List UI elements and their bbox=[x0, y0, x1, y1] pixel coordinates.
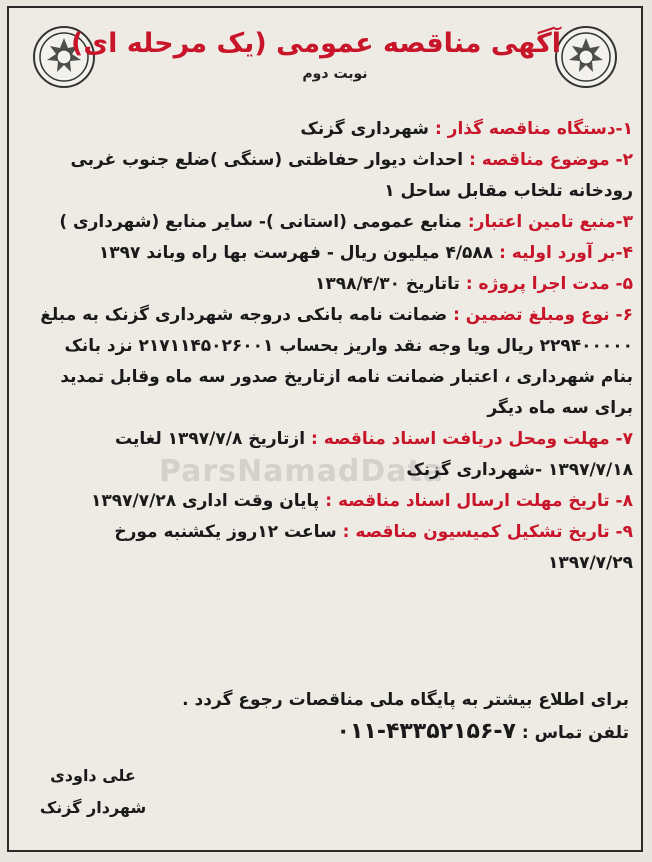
item-number: ۴ bbox=[622, 243, 633, 263]
item-text: ازتاریخ ۱۳۹۷/۷/۸ لغایت ۱۳۹۷/۷/۱۸ -شهرداری گزنک bbox=[114, 429, 633, 480]
item-label: موضوع مناقصه : bbox=[469, 150, 610, 170]
tender-item-6: ۶- نوع ومبلغ تضمین : ضمانت نامه بانکی دروجه شهرداری گزنک به مبلغ ۲۲۹۴۰۰۰۰۰ ریال ویا وجه نقد واریز بحساب ۲۱۷۱۱۴۵۰۲۶۰۰۱ نزد بانک بنام شهرداری ، اعتبار ضمانت نامه ازتاریخ صدور سه ماه وقابل تمدید برای سه ماه دیگر bbox=[40, 305, 633, 418]
item-label: مدت اجرا پروژه : bbox=[465, 274, 610, 294]
tender-item-4: ۴-بر آورد اولیه : ۴/۵۸۸ میلیون ریال - فهرست بها راه وباند ۱۳۹۷ bbox=[98, 243, 633, 263]
watermark: ParsNamadData bbox=[159, 454, 445, 489]
publication-round: نوبت دوم bbox=[302, 66, 368, 82]
tender-item-8: ۸- تاریخ مهلت ارسال اسناد مناقصه : پایان وقت اداری ۱۳۹۷/۷/۲۸ bbox=[91, 491, 633, 511]
tender-items bbox=[31, 114, 633, 579]
item-label: تاریخ تشکیل کمیسیون مناقصه : bbox=[342, 522, 610, 542]
tender-item-1: ۱-دستگاه مناقصه گذار : شهرداری گزنک bbox=[300, 119, 633, 139]
signatory-name: علی داودی bbox=[50, 766, 136, 785]
tender-item-2: ۲- موضوع مناقصه : احداث دیوار حفاظتی (سنگی )ضلع جنوب غربی رودخانه تلخاب مقابل ساحل ۱ bbox=[70, 150, 633, 201]
tender-item-7: ۷- مهلت ومحل دریافت اسناد مناقصه : ازتاریخ ۱۳۹۷/۷/۸ لغایت ۱۳۹۷/۷/۱۸ -شهرداری گزنک bbox=[114, 429, 633, 480]
seal-right-graphic bbox=[559, 30, 613, 84]
item-text: ۴/۵۸۸ میلیون ریال - فهرست بها راه وباند ۱۳۹۷ bbox=[98, 243, 494, 263]
item-label: منبع تامین اعتبار: bbox=[467, 212, 616, 232]
item-number: ۶ bbox=[622, 305, 633, 325]
contact-info bbox=[69, 684, 629, 749]
tender-item-5: ۵- مدت اجرا پروژه : تاتاریخ ۱۳۹۸/۴/۳۰ bbox=[314, 274, 633, 294]
tender-item-9: ۹- تاریخ تشکیل کمیسیون مناقصه : ساعت ۱۲روز یکشنبه مورخ ۱۳۹۷/۷/۲۹ bbox=[114, 522, 633, 573]
signatory-role: شهردار گزنک bbox=[39, 798, 147, 817]
tender-item-3: ۳-منبع تامین اعتبار: منابع عمومی (استانی )- سایر منابع (شهرداری ) bbox=[59, 212, 633, 232]
item-text: ساعت ۱۲روز یکشنبه مورخ ۱۳۹۷/۷/۲۹ bbox=[114, 522, 633, 573]
item-number: ۷ bbox=[622, 429, 633, 449]
item-label: دستگاه مناقصه گذار : bbox=[434, 119, 616, 139]
item-number: ۳ bbox=[622, 212, 633, 232]
item-text: شهرداری گزنک bbox=[300, 119, 430, 139]
item-number: ۸ bbox=[622, 491, 633, 511]
item-text: احداث دیوار حفاظتی (سنگی )ضلع جنوب غربی رودخانه تلخاب مقابل ساحل ۱ bbox=[70, 150, 633, 201]
item-text: منابع عمومی (استانی )- سایر منابع (شهرداری ) bbox=[59, 212, 462, 232]
phone-line bbox=[69, 716, 629, 749]
item-number: ۹ bbox=[622, 522, 633, 542]
item-label: مهلت ومحل دریافت اسناد مناقصه : bbox=[310, 429, 610, 449]
item-number: ۵ bbox=[622, 274, 633, 294]
item-text: ضمانت نامه بانکی دروجه شهرداری گزنک به مبلغ ۲۲۹۴۰۰۰۰۰ ریال ویا وجه نقد واریز بحساب ۲۱۷۱۱۴۵۰۲۶۰۰۱ نزد بانک بنام شهرداری ، اعتبار ضمانت نامه ازتاریخ صدور سه ماه وقابل تمدید برای سه ماه دیگر bbox=[40, 305, 633, 418]
item-number: ۱ bbox=[622, 119, 633, 139]
item-label: بر آورد اولیه : bbox=[499, 243, 616, 263]
item-number: ۲ bbox=[622, 150, 633, 170]
phone-label: تلفن تماس : bbox=[521, 723, 629, 743]
item-text: پایان وقت اداری ۱۳۹۷/۷/۲۸ bbox=[91, 491, 320, 511]
item-text: تاتاریخ ۱۳۹۸/۴/۳۰ bbox=[314, 274, 460, 294]
signature-block bbox=[33, 760, 153, 824]
item-label: تاریخ مهلت ارسال اسناد مناقصه : bbox=[325, 491, 610, 511]
ad-frame bbox=[7, 6, 643, 852]
item-label: نوع ومبلغ تضمین : bbox=[453, 305, 610, 325]
municipality-seal-icon bbox=[555, 26, 617, 88]
more-info-text: برای اطلاع بیشتر به پایگاه ملی مناقصات رجوع گردد . bbox=[182, 690, 629, 710]
phone-number: ۷-۴۳۳۵۲۱۵۶-۰۱۱ bbox=[336, 719, 516, 744]
ad-title: آگهی مناقصه عمومی (یک مرحله ای) bbox=[71, 28, 561, 59]
